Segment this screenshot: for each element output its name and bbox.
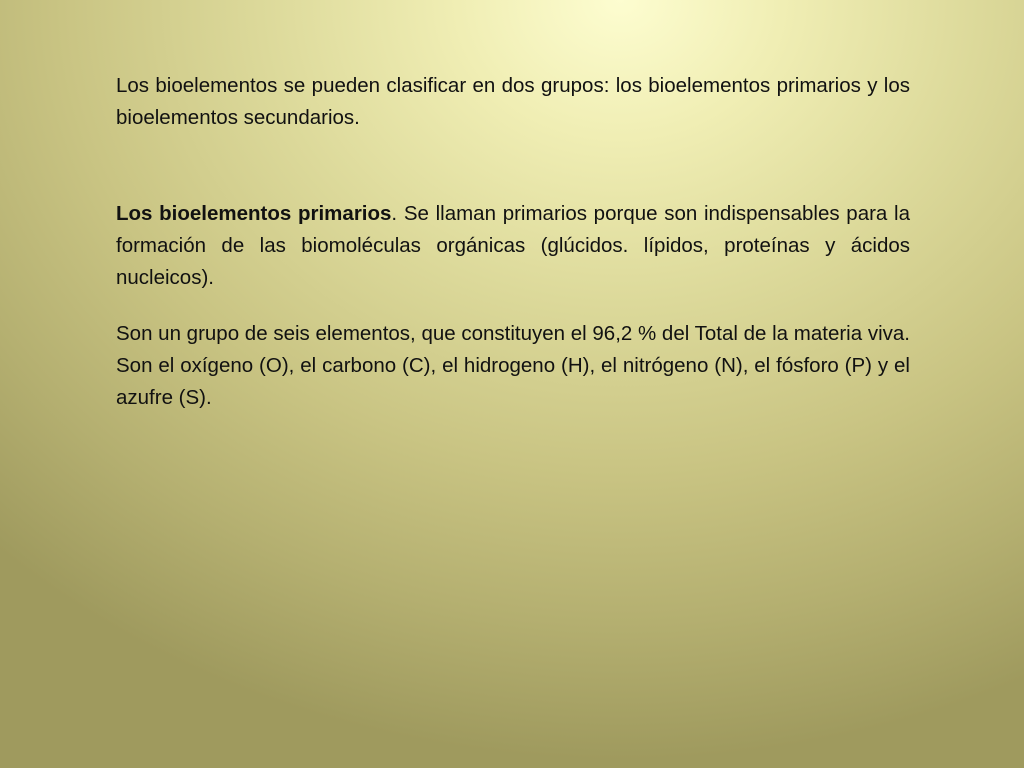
primary-bioelements-text: . Se llaman primarios porque son indispensables para la formación de las biomoléculas orgánicas (glúcidos. lípidos, proteínas y ácidos nucleicos). — [116, 202, 910, 289]
intro-paragraph: Los bioelementos se pueden clasificar en dos grupos: los bioelementos primarios y los bioelementos secundarios. — [116, 74, 910, 129]
elements-list-paragraph: Son un grupo de seis elementos, que constituyen el 96,2 % del Total de la materia viva. Son el oxígeno (O), el carbono (C), el hidrogeno (H), el nitrógeno (N), el fósforo (P) y el azufre (S). — [116, 322, 910, 409]
primary-bioelements-heading: Los bioelementos primarios — [116, 202, 392, 225]
primary-bioelements-paragraph — [116, 198, 910, 294]
